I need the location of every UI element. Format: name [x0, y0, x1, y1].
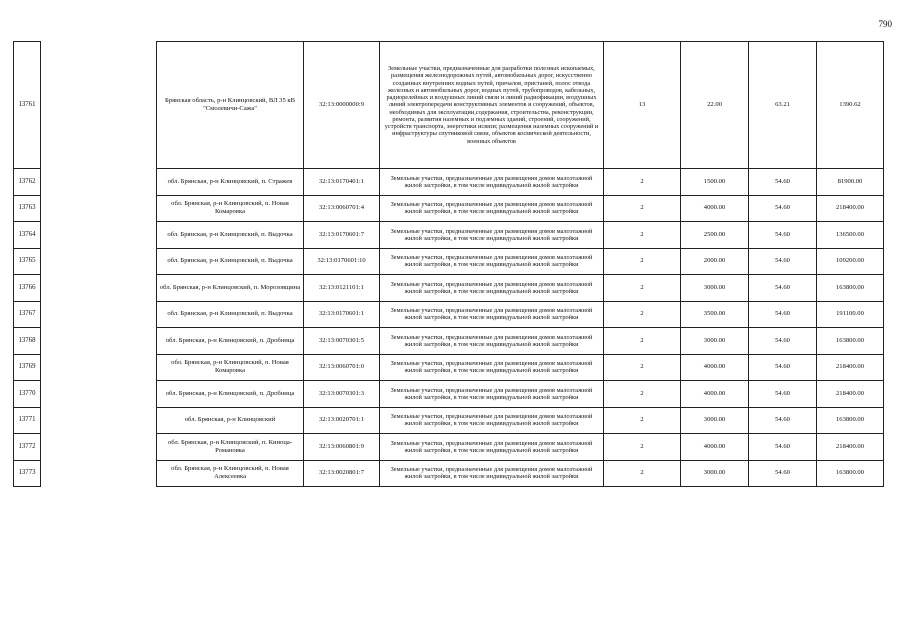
table-row — [14, 407, 884, 434]
row-address: обл. Брянская, р-н Клинцовский, п. Новая Алексеевка — [157, 460, 304, 487]
row-number: 13770 — [14, 381, 41, 408]
row-gap — [41, 434, 157, 461]
row-number: 13766 — [14, 275, 41, 302]
row-gap — [41, 328, 157, 355]
row-area: 3000.00 — [681, 407, 749, 434]
row-group: 2 — [604, 328, 681, 355]
row-specific-value: 54.60 — [749, 275, 817, 302]
row-specific-value: 54.60 — [749, 301, 817, 328]
row-specific-value: 54.60 — [749, 195, 817, 222]
row-address: обл. Брянская, р-н Клинцовский, п. Выдочка — [157, 301, 304, 328]
row-area: 2500.00 — [681, 222, 749, 249]
row-cadastral-value: 136500.00 — [817, 222, 884, 249]
row-number: 13767 — [14, 301, 41, 328]
row-number: 13772 — [14, 434, 41, 461]
row-cadastral-number: 32:13:0060701:0 — [304, 354, 380, 381]
row-gap — [41, 381, 157, 408]
row-permitted-use: Земельные участки, предназначенные для размещения домов малоэтажной жилой застройки, в том числе индивидуальной жилой застройки — [380, 169, 604, 196]
row-cadastral-value: 163800.00 — [817, 275, 884, 302]
row-address: Брянская область, р-н Клинцовский, ВЛ 35 кВ "Смолевичи-Сажа" — [157, 42, 304, 169]
table-row — [14, 222, 884, 249]
row-number: 13768 — [14, 328, 41, 355]
row-group: 2 — [604, 169, 681, 196]
row-cadastral-value: 1390.62 — [817, 42, 884, 169]
row-cadastral-number: 32:13:0170601:10 — [304, 248, 380, 275]
row-group: 2 — [604, 434, 681, 461]
row-group: 2 — [604, 354, 681, 381]
row-permitted-use: Земельные участки, предназначенные для размещения домов малоэтажной жилой застройки, в том числе индивидуальной жилой застройки — [380, 460, 604, 487]
row-group: 2 — [604, 460, 681, 487]
row-number: 13771 — [14, 407, 41, 434]
row-cadastral-number: 32:13:0170601:1 — [304, 301, 380, 328]
row-specific-value: 54.60 — [749, 248, 817, 275]
row-cadastral-value: 218400.00 — [817, 434, 884, 461]
table-row — [14, 460, 884, 487]
row-area: 4000.00 — [681, 434, 749, 461]
row-cadastral-number: 32:13:0070301:5 — [304, 328, 380, 355]
row-cadastral-number: 32:13:0000000:9 — [304, 42, 380, 169]
row-specific-value: 54.60 — [749, 434, 817, 461]
row-number: 13769 — [14, 354, 41, 381]
row-cadastral-number: 32:13:0170401:1 — [304, 169, 380, 196]
row-gap — [41, 42, 157, 169]
page-number: 790 — [878, 19, 892, 29]
row-gap — [41, 275, 157, 302]
row-specific-value: 54.60 — [749, 354, 817, 381]
row-specific-value: 54.60 — [749, 222, 817, 249]
row-cadastral-number: 32:13:0060801:9 — [304, 434, 380, 461]
table-row — [14, 434, 884, 461]
table-row — [14, 301, 884, 328]
row-group: 2 — [604, 407, 681, 434]
row-cadastral-number: 32:13:0070301:3 — [304, 381, 380, 408]
row-gap — [41, 169, 157, 196]
row-number: 13762 — [14, 169, 41, 196]
row-gap — [41, 407, 157, 434]
row-gap — [41, 222, 157, 249]
row-number: 13765 — [14, 248, 41, 275]
row-cadastral-number: 32:13:0020701:1 — [304, 407, 380, 434]
row-group: 2 — [604, 248, 681, 275]
table-row — [14, 328, 884, 355]
row-cadastral-value: 191100.00 — [817, 301, 884, 328]
row-area: 3500.00 — [681, 301, 749, 328]
row-cadastral-value: 163800.00 — [817, 407, 884, 434]
row-cadastral-number: 32:13:0060701:4 — [304, 195, 380, 222]
row-gap — [41, 248, 157, 275]
row-address: обл. Брянская, р-н Клинцовский, п. Дробница — [157, 381, 304, 408]
row-area: 3000.00 — [681, 328, 749, 355]
row-area: 2000.00 — [681, 248, 749, 275]
table-row — [14, 195, 884, 222]
row-area: 3000.00 — [681, 275, 749, 302]
row-cadastral-value: 163800.00 — [817, 460, 884, 487]
row-cadastral-number: 32:13:0121101:1 — [304, 275, 380, 302]
table-row — [14, 42, 884, 169]
row-cadastral-number: 32:13:0020801:7 — [304, 460, 380, 487]
row-specific-value: 54.60 — [749, 460, 817, 487]
row-address: обл. Брянская, р-н Клинцовский, п. Новая Комаровка — [157, 354, 304, 381]
row-area: 4000.00 — [681, 381, 749, 408]
row-permitted-use: Земельные участки, предназначенные для размещения домов малоэтажной жилой застройки, в том числе индивидуальной жилой застройки — [380, 301, 604, 328]
row-area: 3000.00 — [681, 460, 749, 487]
row-permitted-use: Земельные участки, предназначенные для размещения домов малоэтажной жилой застройки, в том числе индивидуальной жилой застройки — [380, 222, 604, 249]
row-permitted-use: Земельные участки, предназначенные для размещения домов малоэтажной жилой застройки, в том числе индивидуальной жилой застройки — [380, 275, 604, 302]
row-specific-value: 63.21 — [749, 42, 817, 169]
cadastral-value-table — [13, 41, 884, 487]
row-cadastral-value: 109200.00 — [817, 248, 884, 275]
row-gap — [41, 301, 157, 328]
row-group: 2 — [604, 195, 681, 222]
row-address: обл. Брянская, р-н Клинцовский, п. Дробница — [157, 328, 304, 355]
row-address: обл. Брянская, р-н Клинцовский, п. Выдочка — [157, 222, 304, 249]
row-permitted-use: Земельные участки, предназначенные для размещения домов малоэтажной жилой застройки, в том числе индивидуальной жилой застройки — [380, 248, 604, 275]
row-specific-value: 54.60 — [749, 328, 817, 355]
row-area: 1500.00 — [681, 169, 749, 196]
row-address: обл. Брянская, р-н Клинцовский, п. Морозовщина — [157, 275, 304, 302]
row-cadastral-number: 32:13:0170601:7 — [304, 222, 380, 249]
row-group: 2 — [604, 301, 681, 328]
table-row — [14, 381, 884, 408]
row-gap — [41, 195, 157, 222]
row-permitted-use: Земельные участки, предназначенные для размещения домов малоэтажной жилой застройки, в том числе индивидуальной жилой застройки — [380, 328, 604, 355]
row-number: 13773 — [14, 460, 41, 487]
row-permitted-use: Земельные участки, предназначенные для размещения домов малоэтажной жилой застройки, в том числе индивидуальной жилой застройки — [380, 434, 604, 461]
row-group: 2 — [604, 222, 681, 249]
row-address: обл. Брянская, р-н Клинцовский, п. Новая Комаровка — [157, 195, 304, 222]
row-number: 13761 — [14, 42, 41, 169]
row-number: 13764 — [14, 222, 41, 249]
row-cadastral-value: 163800.00 — [817, 328, 884, 355]
row-specific-value: 54.60 — [749, 169, 817, 196]
row-cadastral-value: 218400.00 — [817, 354, 884, 381]
row-cadastral-value: 81900.00 — [817, 169, 884, 196]
row-group: 2 — [604, 381, 681, 408]
table-row — [14, 248, 884, 275]
row-address: обл. Брянская, р-н Клинцовский, п. Выдочка — [157, 248, 304, 275]
row-cadastral-value: 218400.00 — [817, 195, 884, 222]
row-area: 4000.00 — [681, 195, 749, 222]
row-permitted-use: Земельные участки, предназначенные для размещения домов малоэтажной жилой застройки, в том числе индивидуальной жилой застройки — [380, 381, 604, 408]
row-gap — [41, 460, 157, 487]
table-row — [14, 354, 884, 381]
row-permitted-use: Земельные участки, предназначенные для размещения домов малоэтажной жилой застройки, в том числе индивидуальной жилой застройки — [380, 407, 604, 434]
row-area: 22.00 — [681, 42, 749, 169]
row-cadastral-value: 218400.00 — [817, 381, 884, 408]
row-specific-value: 54.60 — [749, 407, 817, 434]
row-area: 4000.00 — [681, 354, 749, 381]
row-permitted-use: Земельные участки, предназначенные для размещения домов малоэтажной жилой застройки, в том числе индивидуальной жилой застройки — [380, 195, 604, 222]
row-group: 2 — [604, 275, 681, 302]
row-permitted-use: Земельные участки, предназначенные для размещения домов малоэтажной жилой застройки, в том числе индивидуальной жилой застройки — [380, 354, 604, 381]
row-group: 13 — [604, 42, 681, 169]
table-row — [14, 275, 884, 302]
row-address: обл. Брянская, р-н Клинцовский — [157, 407, 304, 434]
row-address: обл. Брянская, р-н Клинцовский, п. Стражев — [157, 169, 304, 196]
table-row — [14, 169, 884, 196]
row-address: обл. Брянская, р-н Клинцовский, п. Киноца-Романовка — [157, 434, 304, 461]
row-permitted-use: Земельные участки, предназначенные для разработки полезных ископаемых, размещения железнодорожных путей, автомобильных дорог, искусственно созданных внутренних водных путей, причалов, пристаней, полос отвода железных и автомобильных дорог, водных путей, трубопроводов, кабельных, радиорелейных и воздушных линий связи и линий радиофикации, воздушных линий электропередачи конструктивных элементов и сооружений, объектов, необходимых для эксплуатации,содержания, строительства, реконструкции, ремонта, развития наземных и подземных зданий, строений, сооружений, устройств транспорта, энергетики исвязи; размещения наземных сооружений и инфраструктуры спутниковой связи, объектов космической деятельности, военных объектов — [380, 42, 604, 169]
row-number: 13763 — [14, 195, 41, 222]
row-gap — [41, 354, 157, 381]
row-specific-value: 54.60 — [749, 381, 817, 408]
